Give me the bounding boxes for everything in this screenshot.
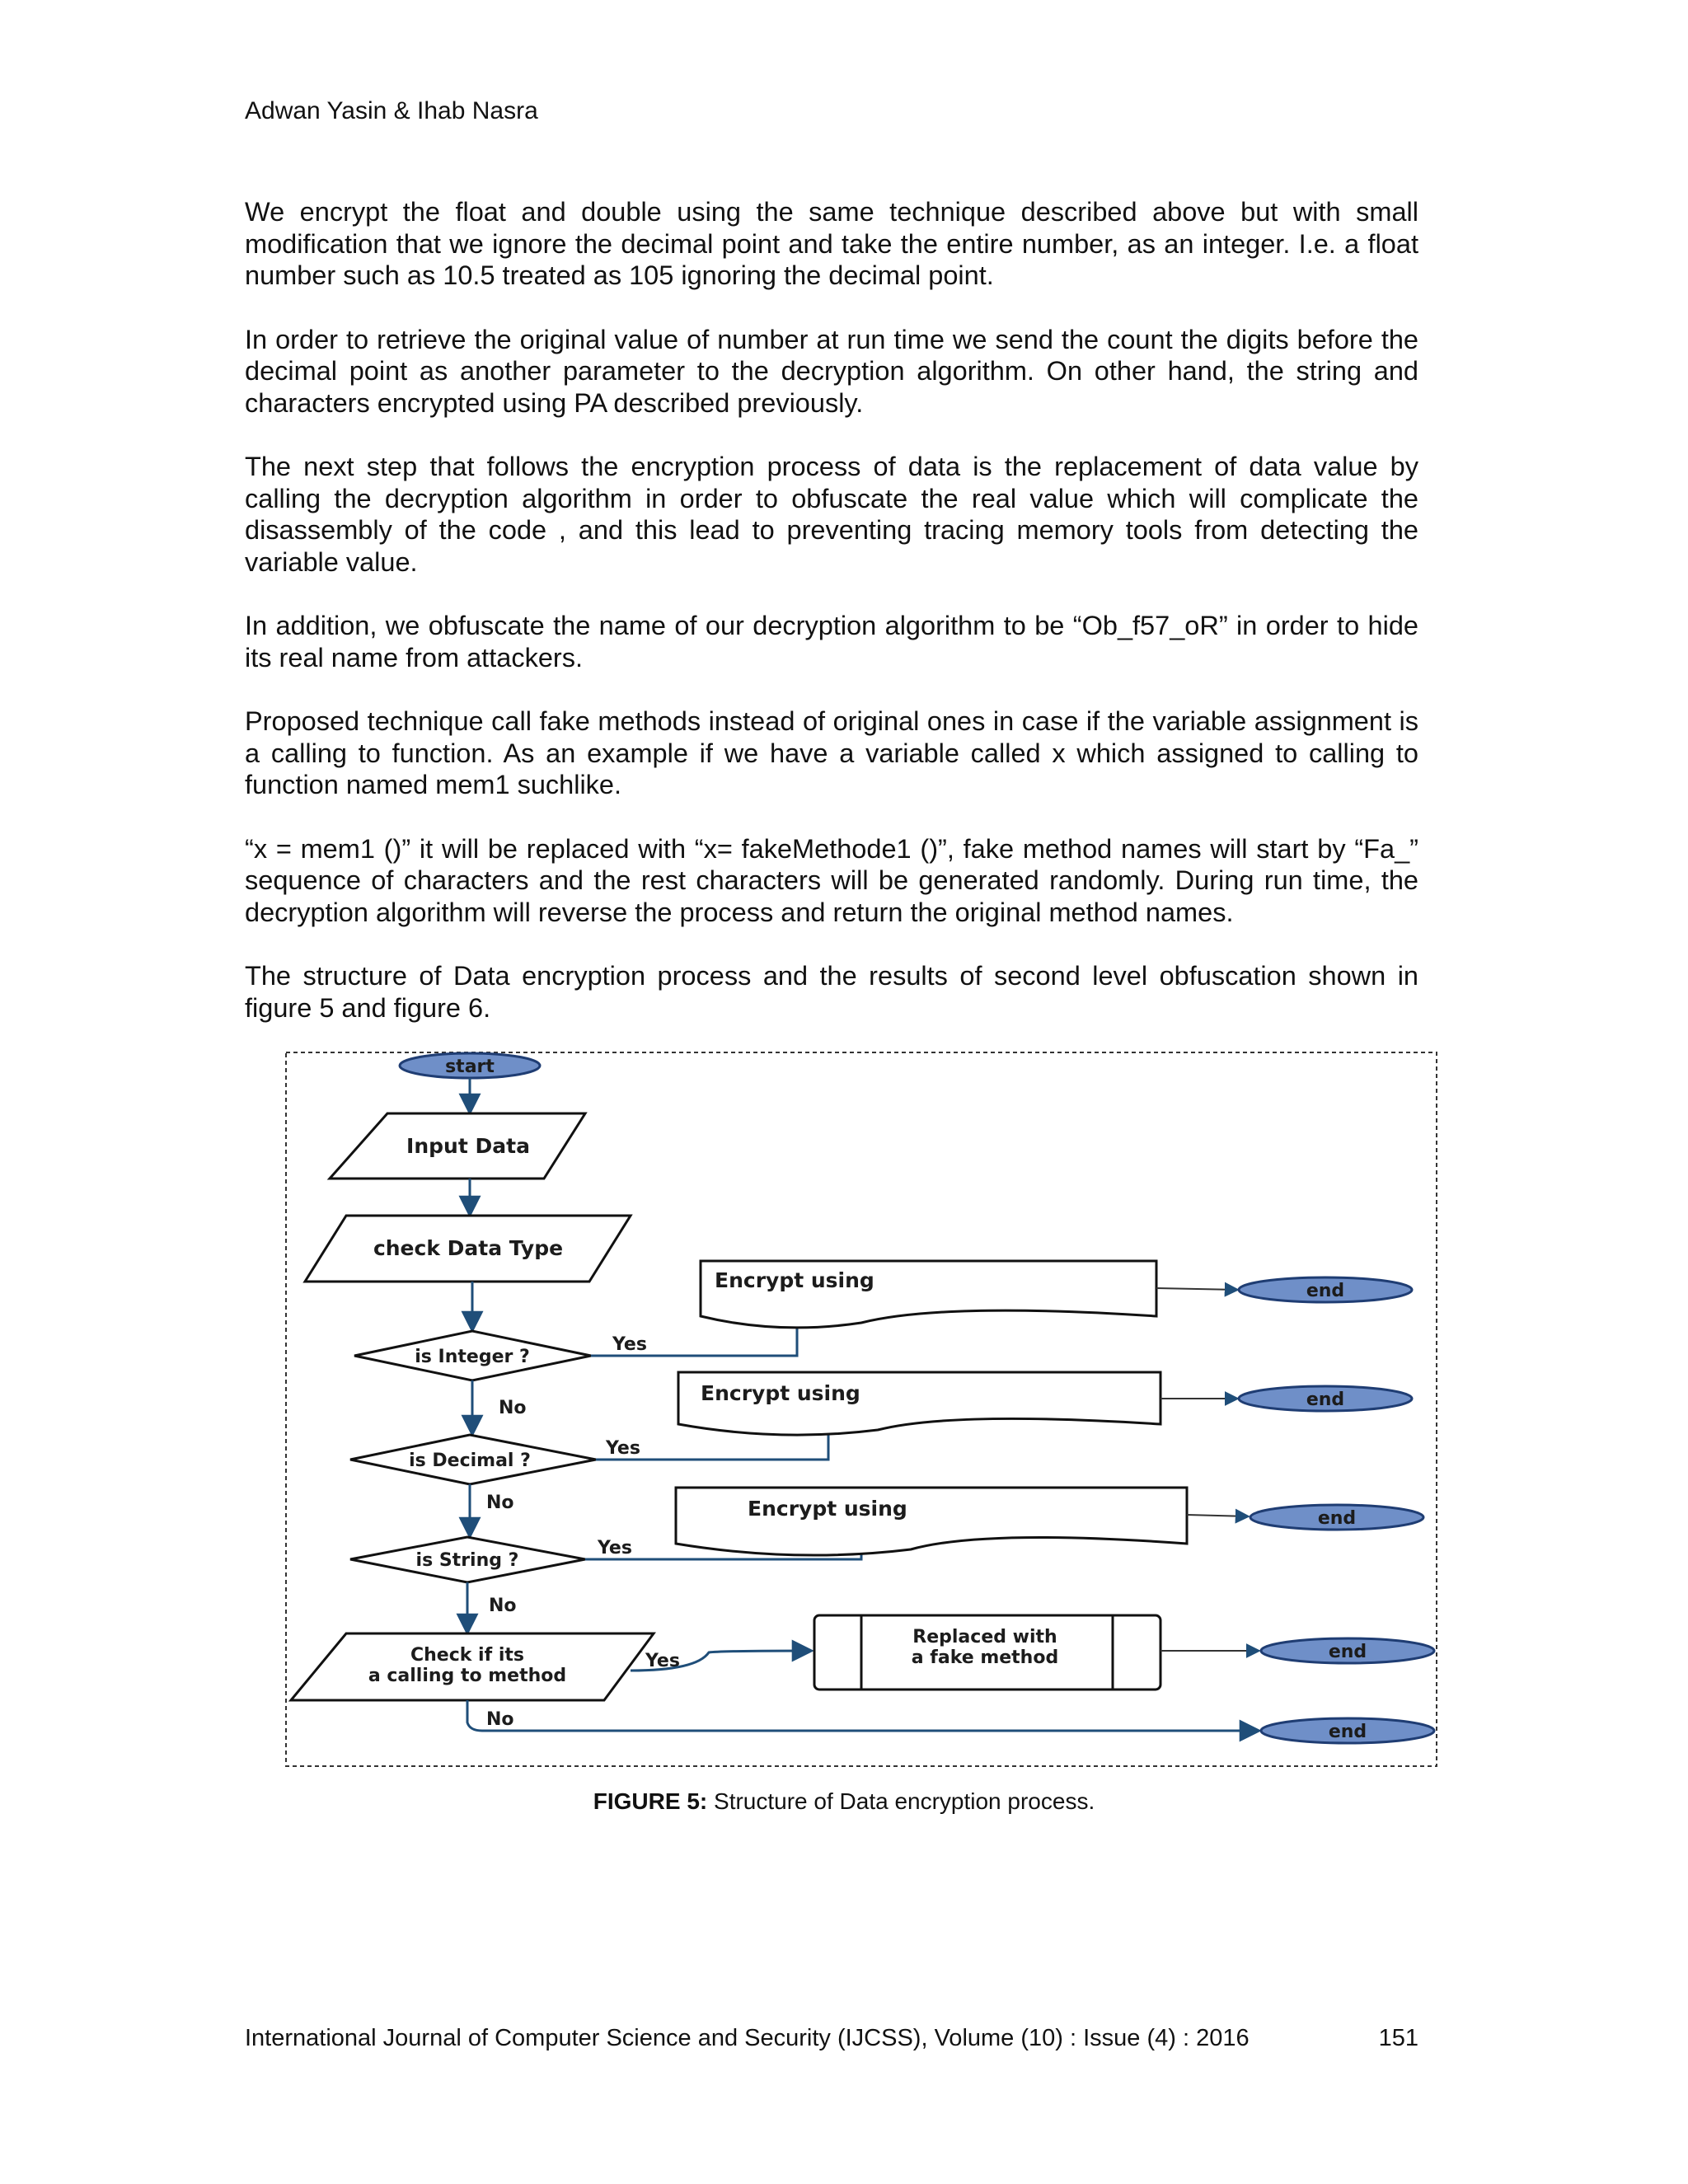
- paragraph: Proposed technique call fake methods instead of original ones in case if the variable assignment is a calling to function. As an example if we have a variable called x which assigned to calling to function named mem1 suchlike.: [245, 706, 1418, 799]
- paragraph: “x = mem1 ()” it will be replaced with “x= fakeMethode1 ()”, fake method names will start by “Fa_” sequence of characters and the rest characters will be generated randomly. During run time, the decryption algorithm will reverse the process and return the original method names.: [245, 833, 1418, 927]
- page-number: 151: [1378, 2025, 1418, 2051]
- no-label: No: [499, 1398, 527, 1418]
- body-text: [245, 196, 1418, 1056]
- paragraph: The next step that follows the encryption process of data is the replacement of data value by calling the decryption algorithm in order to obfuscate the real value which will complicate the disassembly of the code , and this lead to preventing tracing memory tools from detecting the variable value.: [245, 452, 1418, 577]
- check-method-label-1: Check if its: [410, 1645, 524, 1666]
- is-integer-label: is Integer ?: [415, 1347, 530, 1367]
- replace-label-2: a fake method: [911, 1647, 1059, 1668]
- paragraph: We encrypt the float and double using the same technique described above but with small modification that we ignore the decimal point and take the entire number, as an integer. I.e. a float number such as 10.5 treated as 105 ignoring the decimal point.: [245, 197, 1418, 290]
- caption-text: Structure of Data encryption process.: [707, 1788, 1095, 1814]
- is-string-label: is String ?: [415, 1550, 519, 1571]
- encrypt-label-2: Encrypt using: [701, 1381, 860, 1405]
- end-label-4: end: [1328, 1642, 1367, 1662]
- end-label-1: end: [1306, 1281, 1345, 1301]
- flowchart-svg: [284, 1051, 1438, 1768]
- page-footer: [245, 2025, 1418, 2052]
- no-label: No: [486, 1709, 514, 1730]
- yes-label: Yes: [598, 1538, 632, 1558]
- arrow-encrypt3-end: [1187, 1515, 1249, 1516]
- figure-flowchart: [284, 1051, 1438, 1768]
- end-label-5: end: [1328, 1722, 1367, 1742]
- paragraph: The structure of Data encryption process and the results of second level obfuscation shown in figure 5 and figure 6.: [245, 961, 1418, 1023]
- paragraph: In order to retrieve the original value of number at run time we send the count the digits before the decimal point as another parameter to the decryption algorithm. On other hand, the string and characters encrypted using PA described previously.: [245, 324, 1418, 418]
- yes-label: Yes: [645, 1651, 680, 1671]
- encrypt-label-3: Encrypt using: [748, 1497, 907, 1521]
- no-label: No: [489, 1596, 517, 1616]
- figure-caption: [0, 1788, 1688, 1815]
- replace-label-1: Replaced with: [912, 1627, 1057, 1647]
- check-type-label: check Data Type: [373, 1236, 564, 1260]
- no-label: No: [486, 1493, 514, 1513]
- yes-label: Yes: [612, 1334, 647, 1355]
- end-label-3: end: [1317, 1508, 1357, 1529]
- encrypt-label-1: Encrypt using: [715, 1268, 874, 1292]
- yes-label: Yes: [606, 1438, 640, 1459]
- is-decimal-label: is Decimal ?: [409, 1451, 531, 1471]
- caption-label: FIGURE 5:: [593, 1788, 708, 1814]
- footer-journal: International Journal of Computer Science and Security (IJCSS), Volume (10) : Issue (4) : 2016: [245, 2025, 1250, 2051]
- arrow-encrypt1-end: [1156, 1288, 1238, 1290]
- running-head: Adwan Yasin & Ihab Nasra: [245, 97, 538, 124]
- input-data-label: Input Data: [406, 1134, 530, 1158]
- end-label-2: end: [1306, 1390, 1345, 1410]
- start-label: start: [445, 1057, 495, 1077]
- arrow-method-no: [467, 1700, 1259, 1731]
- check-method-label-2: a calling to method: [368, 1666, 567, 1686]
- paragraph: In addition, we obfuscate the name of our decryption algorithm to be “Ob_f57_oR” in order to hide its real name from attackers.: [245, 611, 1418, 673]
